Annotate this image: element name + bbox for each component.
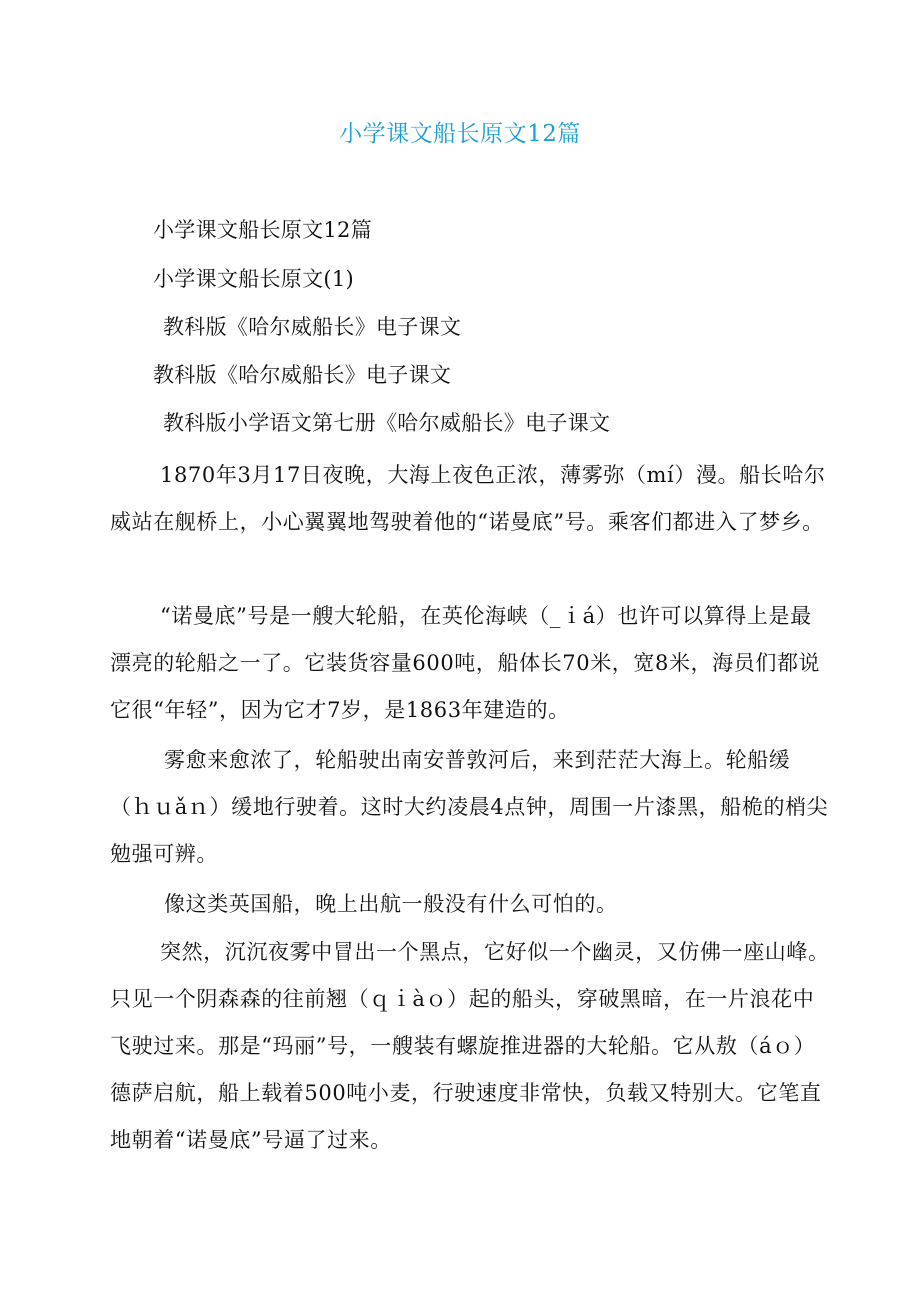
- paragraph: [110, 929, 830, 1164]
- text-line: 教科版《哈尔威船长》电子课文: [163, 315, 462, 339]
- paragraph: [110, 737, 830, 878]
- text-line: 教科版《哈尔威船长》电子课文: [153, 363, 452, 387]
- section-heading: 小学课文船长原文(1): [153, 267, 355, 291]
- paragraph-text: 1870年3月17日夜晚，大海上夜色正浓，薄雾弥（mí）漫。船长哈尔威站在舰桥上，小心翼翼地驾驶着他的“诺曼底”号。乘客们都进入了梦乡。: [110, 463, 826, 534]
- text-line: 教科版小学语文第七册《哈尔威船长》电子课文: [163, 411, 611, 435]
- paragraph: [110, 593, 830, 734]
- paragraph: [110, 881, 830, 928]
- document-title: 小学课文船长原文12篇: [339, 121, 581, 147]
- paragraph: [110, 452, 830, 546]
- paragraph-text: 雾愈来愈浓了，轮船驶出南安普敦河后，来到茫茫大海上。轮船缓（ｈｕǎｎ）缓地行驶着。这时大约凌晨4点钟，周围一片漆黑，船桅的梢尖勉强可辨。: [110, 748, 829, 866]
- paragraph-text: 突然，沉沉夜雾中冒出一个黑点，它好似一个幽灵，又仿佛一座山峰。只见一个阴森森的往前翘（ｑｉàｏ）起的船头，穿破黑暗，在一片浪花中飞驶过来。那是“玛丽”号，一艘装有螺旋推进器的大轮船。它从敖（áｏ）德萨启航，船上载着500吨小麦，行驶速度非常快，负载又特别大。它笔直地朝着“诺曼底”号逼了过来。: [110, 940, 830, 1152]
- paragraph-text: 像这类英国船，晚上出航一般没有什么可怕的。: [164, 892, 618, 916]
- subtitle-line: 小学课文船长原文12篇: [153, 218, 373, 242]
- paragraph-text: “诺曼底”号是一艘大轮船，在英伦海峡（_ｉá）也许可以算得上是最漂亮的轮船之一了。它装货容量600吨，船体长70米，宽8米，海员们都说它很“年轻”，因为它才7岁，是1863年建造的。: [110, 604, 821, 722]
